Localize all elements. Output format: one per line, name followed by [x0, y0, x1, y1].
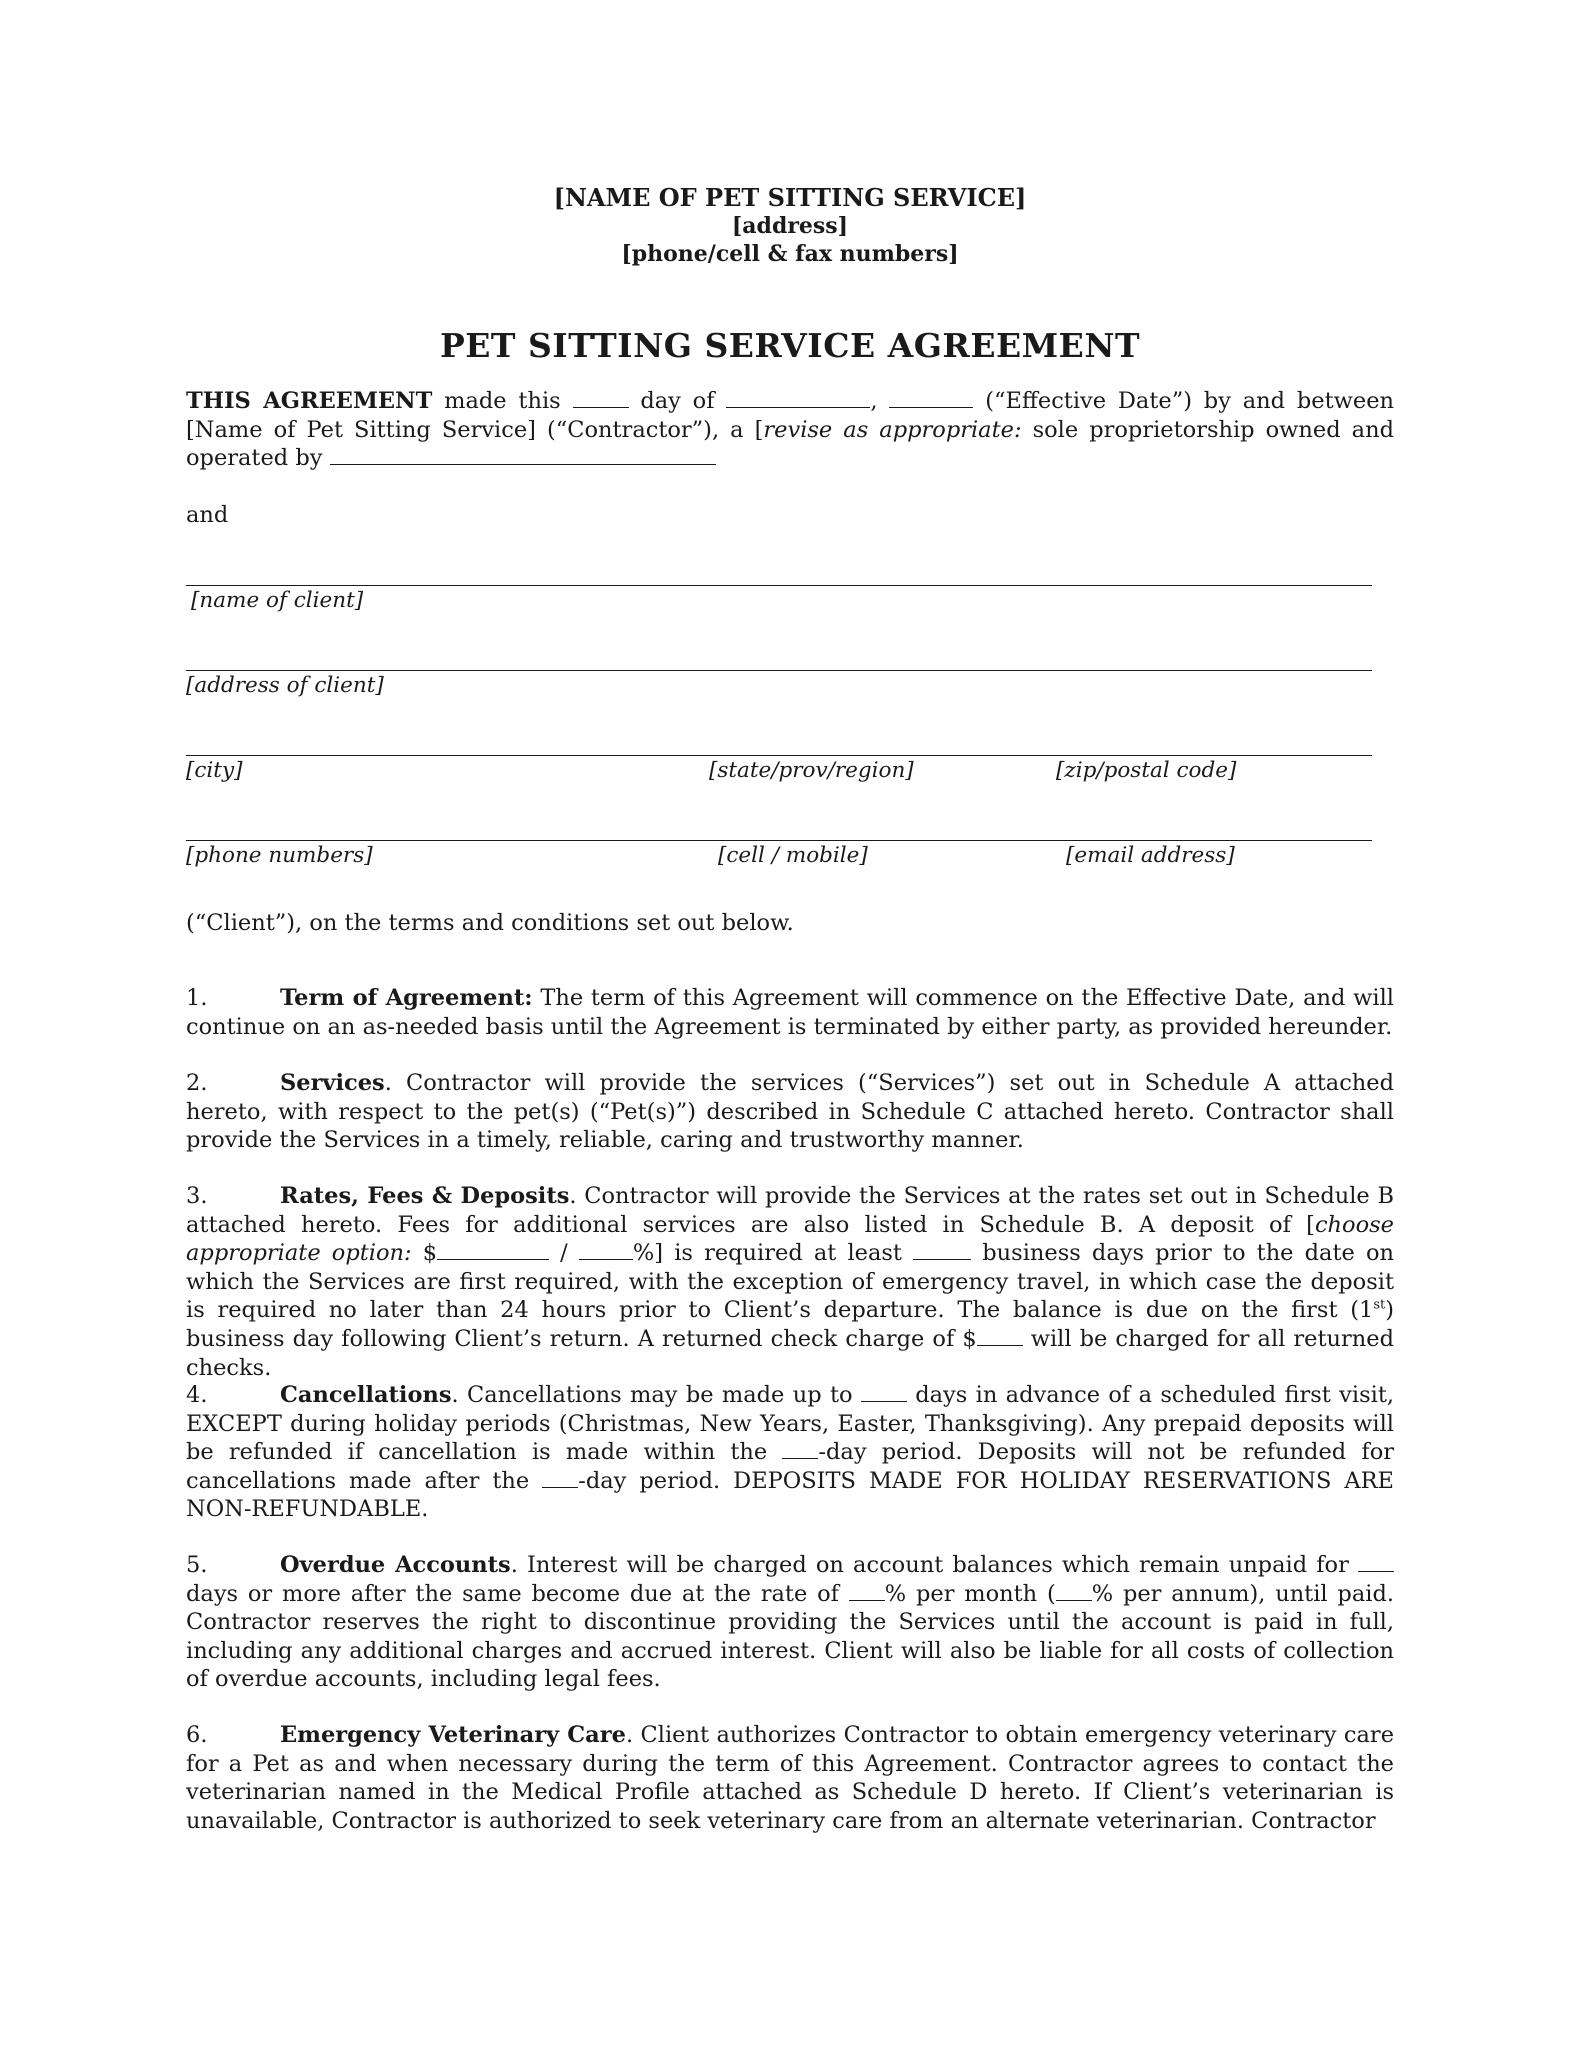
section-heading: Emergency Veterinary Care: [280, 1722, 626, 1748]
section-body: . Client authorizes Contractor to obtain emergency veterinary care for a Pet as and when necessary during the term of this Agreement. Contractor agrees to contact the veterinarian named in the Medical Profile attached as Schedule D hereto. If Client’s veterinarian is unavailable, Contractor is authorized to seek veterinary care from an alternate veterinarian. Contractor: [186, 1722, 1395, 1834]
section-body: will be charged for all returned checks.: [186, 1325, 1394, 1381]
intro-text: day of: [628, 388, 727, 414]
section-body: %] is required at least: [632, 1240, 914, 1267]
client-state-label: [state/prov/region]: [709, 758, 914, 783]
section-body: . Contractor will provide the services (“Services”) set out in Schedule A attached hereto, with respect to the pet(s) (“Pet(s)”) described in Schedule C attached hereto. Contractor shall provide the Services in a timely, reliable, caring and trustworthy manner.: [186, 1070, 1394, 1154]
section-heading: Term of Agreement:: [280, 985, 533, 1011]
section-overdue: [186, 1551, 1394, 1694]
section-body: ) business day following Client’s return. A returned check charge of $: [186, 1297, 1394, 1352]
client-city-label: [city]: [186, 758, 243, 783]
section-number: 2.: [186, 1070, 208, 1096]
service-address-heading: [address]: [731, 213, 849, 239]
section-number: 3.: [186, 1183, 208, 1209]
overdue-days-blank[interactable]: [1358, 1551, 1394, 1572]
day-blank[interactable]: [573, 387, 629, 408]
revise-note: revise as appropriate:: [763, 416, 1022, 443]
no-refund-period-blank[interactable]: [542, 1467, 578, 1488]
month-blank[interactable]: [726, 387, 870, 408]
intro-text: ,: [870, 388, 890, 414]
refund-period-blank[interactable]: [782, 1438, 818, 1459]
ordinal-suffix: st: [1373, 1297, 1386, 1313]
intro-text: made this: [432, 388, 573, 414]
section-body: . Contractor will provide the Services at the rates set out in Schedule B attached hereto. Fees for additional services are also listed in Schedule B. A deposit of [: [186, 1183, 1394, 1238]
client-address-label: [address of client]: [186, 673, 384, 698]
client-cell-label: [cell / mobile]: [718, 843, 868, 868]
section-body: % per month (: [884, 1580, 1056, 1607]
service-name-heading: [NAME OF PET SITTING SERVICE]: [553, 183, 1027, 212]
client-name-line[interactable]: [186, 585, 1372, 586]
and-text: and: [186, 502, 229, 528]
section-number: 6.: [186, 1722, 208, 1748]
monthly-rate-blank[interactable]: [849, 1580, 885, 1601]
deposit-percent-blank[interactable]: [579, 1239, 633, 1260]
deposit-amount-blank[interactable]: [437, 1239, 549, 1260]
operator-blank[interactable]: [330, 444, 716, 465]
section-body: business days prior to the date on which the Services are first required, with the exception of emergency travel, in which case the deposit is required no later than 24 hours prior to Client’s departure. The balance is due on the first (1: [186, 1240, 1394, 1324]
section-heading: Services: [280, 1070, 385, 1096]
intro-text: sole proprietorship owned and operated by: [186, 416, 1394, 472]
client-address-line[interactable]: [186, 670, 1372, 671]
section-cancellations: [186, 1381, 1394, 1524]
section-number: 4.: [186, 1382, 208, 1408]
section-body: days in advance of a scheduled first visit, EXCEPT during holiday periods (Christmas, New Years, Easter, Thanksgiving). Any prepaid deposits will be refunded if cancellation is made within the: [186, 1382, 1395, 1466]
annual-rate-blank[interactable]: [1056, 1580, 1092, 1601]
section-body: . Cancellations may be made up to: [451, 1382, 861, 1408]
service-phone-heading: [phone/cell & fax numbers]: [621, 241, 959, 267]
client-phone-label: [phone numbers]: [186, 843, 373, 868]
intro-lead: THIS AGREEMENT: [186, 388, 433, 414]
section-body: -day period. DEPOSITS MADE FOR HOLIDAY RESERVATIONS ARE NON-REFUNDABLE.: [186, 1467, 1394, 1523]
client-phone-line[interactable]: [186, 840, 1372, 841]
section-heading: Cancellations: [280, 1382, 452, 1408]
section-body: -day period. Deposits will not be refunded for cancellations made after the: [186, 1439, 1394, 1494]
section-services: [186, 1069, 1394, 1155]
client-city-line[interactable]: [186, 755, 1372, 756]
intro-text: (“Effective Date”) by and between [Name of Pet Sitting Service] (“Contractor”), a [: [186, 388, 1394, 443]
client-terms-line: (“Client”), on the terms and conditions set out below.: [186, 910, 794, 936]
business-days-blank[interactable]: [913, 1239, 971, 1260]
section-term: [186, 984, 1394, 1041]
section-heading: Rates, Fees & Deposits: [280, 1183, 570, 1209]
section-rates: [186, 1182, 1394, 1382]
document-title: PET SITTING SERVICE AGREEMENT: [439, 326, 1141, 365]
intro-paragraph: [186, 387, 1394, 473]
section-body: $: [411, 1240, 438, 1267]
returned-check-fee-blank[interactable]: [977, 1325, 1023, 1346]
section-body: % per annum), until paid. Contractor reserves the right to discontinue providing the Services until the account is paid in full, including any additional charges and accrued interest. Client will also be liable for all costs of collection of overdue accounts, including legal fees.: [186, 1580, 1394, 1693]
cancellation-days-blank[interactable]: [861, 1381, 907, 1402]
section-number: 5.: [186, 1552, 208, 1578]
client-zip-label: [zip/postal code]: [1056, 758, 1237, 783]
section-emergency-vet: [186, 1721, 1394, 1835]
section-heading: Overdue Accounts: [280, 1552, 511, 1578]
choose-option-note: choose appropriate option:: [186, 1211, 1394, 1267]
section-body: The term of this Agreement will commence on the Effective Date, and will continue on an as-needed basis until the Agreement is terminated by either party, as provided hereunder.: [186, 985, 1394, 1040]
year-blank[interactable]: [889, 387, 973, 408]
section-body: /: [549, 1240, 579, 1267]
section-body: days or more after the same become due at the rate of: [186, 1580, 849, 1607]
document-page: [186, 0, 1394, 2046]
client-email-label: [email address]: [1066, 843, 1235, 868]
section-body: . Interest will be charged on account balances which remain unpaid for: [510, 1552, 1358, 1578]
section-number: 1.: [186, 985, 208, 1011]
client-name-label: [name of client]: [191, 588, 364, 613]
